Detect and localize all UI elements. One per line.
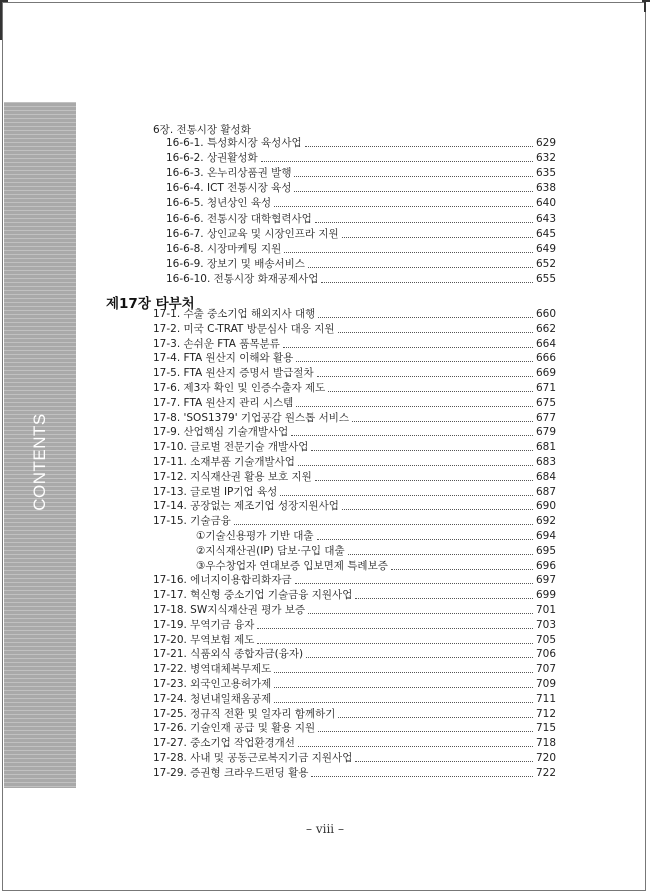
dot-leader <box>283 347 533 348</box>
toc-entry-title: 17-20. 무역보험 제도 <box>153 633 255 646</box>
toc-entry <box>153 602 556 617</box>
dot-leader <box>305 146 533 147</box>
dot-leader <box>274 687 533 688</box>
dot-leader <box>296 361 533 362</box>
toc-entry-page: 666 <box>535 352 556 365</box>
toc-entry-page: 701 <box>535 604 556 616</box>
toc-entry <box>153 587 556 602</box>
section-title: 6장. 전통시장 활성화 <box>153 124 251 136</box>
dot-leader <box>257 643 533 644</box>
dot-leader <box>317 539 533 540</box>
toc-entry-page: 640 <box>535 197 556 210</box>
toc-entry <box>166 256 556 271</box>
toc-entry <box>166 150 556 165</box>
toc-entry <box>153 321 556 336</box>
toc-entry-title: 16-6-4. ICT 전통시장 육성 <box>166 182 292 195</box>
toc-entry-page: 712 <box>535 707 556 720</box>
toc-entry <box>153 350 556 365</box>
toc-entry-title: 17-3. 손쉬운 FTA 품목분류 <box>153 337 280 350</box>
toc-entry-title: 16-6-10. 전통시장 화재공제사업 <box>166 272 319 285</box>
toc-entry <box>166 180 556 195</box>
crop-mark-top-left-vertical <box>0 0 2 40</box>
toc-entry-title: 16-6-1. 특성화시장 육성사업 <box>166 137 302 149</box>
toc-entry-page: 652 <box>535 257 556 270</box>
dot-leader <box>355 598 533 599</box>
dot-leader <box>274 702 533 703</box>
toc-entry-title: 17-1. 수출 중소기업 해외지사 대행 <box>153 308 316 320</box>
toc-entry <box>153 572 556 587</box>
toc-entry-title: 17-19. 무역기금 융자 <box>153 618 255 631</box>
toc-entry <box>153 691 556 706</box>
dot-leader <box>342 237 533 238</box>
toc-entry <box>166 226 556 241</box>
dot-leader <box>328 391 533 392</box>
toc-entry-title: 17-7. FTA 원산지 관리 시스템 <box>153 396 294 409</box>
dot-leader <box>308 613 533 614</box>
toc-entry-page: 669 <box>535 367 556 380</box>
toc-entry-title: 17-5. FTA 원산지 증명서 발급절차 <box>153 367 314 380</box>
dot-leader <box>311 450 533 451</box>
toc-entry-page: 683 <box>535 456 556 468</box>
dot-leader <box>298 746 533 747</box>
toc-entry <box>153 513 556 528</box>
toc-entry-page: 706 <box>535 648 556 661</box>
toc-entry-title: 17-9. 산업핵심 기술개발사업 <box>153 426 289 439</box>
toc-entry-title: 17-15. 기술금융 <box>153 515 231 528</box>
toc-entry <box>153 765 556 780</box>
dot-leader <box>284 252 533 253</box>
toc-entry <box>153 498 556 513</box>
toc-entry-page: 687 <box>535 485 556 498</box>
dot-leader <box>352 421 533 422</box>
toc-entry <box>153 706 556 721</box>
toc-entry-title: ①기술신용평가 기반 대출 <box>196 530 314 542</box>
dot-leader <box>306 657 533 658</box>
toc-entry <box>166 195 556 210</box>
toc-entry <box>153 720 556 735</box>
toc-entry-page: 697 <box>535 574 556 587</box>
toc-entry-page: 709 <box>535 678 556 690</box>
dot-leader <box>321 282 533 283</box>
toc-entry-title: 17-18. SW지식재산권 평가 보증 <box>153 604 306 616</box>
toc-entry-page: 720 <box>535 752 556 764</box>
toc-entry <box>153 439 556 454</box>
dot-leader <box>315 480 533 481</box>
dot-leader <box>317 376 533 377</box>
dot-leader <box>295 583 533 584</box>
toc-entry-page: 711 <box>535 692 556 705</box>
toc-entry <box>166 241 556 256</box>
toc-entry-title: 17-8. 'SOS1379' 기업공감 원스톱 서비스 <box>153 411 350 424</box>
toc-sub-entry <box>196 543 556 558</box>
toc-entry-title: 17-27. 중소기업 작업환경개선 <box>153 737 295 750</box>
toc-entry <box>153 646 556 661</box>
toc-entry <box>153 676 556 691</box>
toc-entry-title: 16-6-6. 전통시장 대학협력사업 <box>166 212 312 225</box>
toc-entry-page: 645 <box>535 227 556 240</box>
dot-leader <box>294 191 533 192</box>
dot-leader <box>318 317 533 318</box>
toc-entry-page: 679 <box>535 426 556 439</box>
crop-mark-top-right-vertical <box>644 0 646 12</box>
toc-entry <box>153 632 556 647</box>
toc-entry-page: 629 <box>535 137 556 149</box>
toc-sub-entry <box>196 558 556 573</box>
toc-entry-title: 16-6-3. 온누리상품권 발행 <box>166 167 292 180</box>
toc-entry-title: 16-6-8. 시장마케팅 지원 <box>166 242 282 255</box>
toc-entry <box>153 484 556 499</box>
toc-entry-title: ③우수창업자 연대보증 입보면제 특례보증 <box>196 559 388 572</box>
toc-entry-page: 684 <box>535 470 556 483</box>
dot-leader <box>318 731 533 732</box>
toc-entry-page: 632 <box>535 152 556 165</box>
toc-entry <box>153 424 556 439</box>
toc-entry-title: 16-6-7. 상인교육 및 시장인프라 지원 <box>166 227 339 240</box>
dot-leader <box>348 554 533 555</box>
page-number-footer: – viii – <box>306 822 344 836</box>
toc-entry-title: 16-6-5. 청년상인 육성 <box>166 197 272 210</box>
dot-leader <box>342 509 533 510</box>
toc-entry <box>153 380 556 395</box>
toc-entry-page: 649 <box>535 242 556 255</box>
toc-entry <box>166 211 556 226</box>
toc-entry-title: 17-12. 지식재산권 활용 보호 지원 <box>153 470 312 483</box>
toc-entry-title: 17-25. 정규직 전환 및 일자리 함께하기 <box>153 707 336 720</box>
toc-entry <box>153 336 556 351</box>
dot-leader <box>234 524 533 525</box>
toc-entry <box>153 306 556 321</box>
toc-entry <box>153 410 556 425</box>
dot-leader <box>274 672 533 673</box>
toc-entry-title: ②지식재산권(IP) 담보·구입 대출 <box>196 544 345 557</box>
toc-entry-title: 17-6. 제3자 확인 및 인증수출자 제도 <box>153 382 326 394</box>
dot-leader <box>291 435 533 436</box>
toc-entry-page: 696 <box>535 559 556 572</box>
toc-entry-title: 17-11. 소재부품 기술개발사업 <box>153 456 295 468</box>
dot-leader <box>280 495 533 496</box>
toc-entry-title: 17-14. 공장없는 제조기업 성장지원사업 <box>153 500 339 513</box>
toc-entry-title: 17-10. 글로벌 전문기술 개발사업 <box>153 441 309 454</box>
toc-entry <box>153 454 556 469</box>
toc-entry-page: 705 <box>535 633 556 646</box>
toc-entry-page: 690 <box>535 500 556 513</box>
toc-entry-title: 17-2. 미국 C-TRAT 방문심사 대응 지원 <box>153 322 335 335</box>
dot-leader <box>311 776 533 777</box>
toc-entry-title: 17-23. 외국인고용허가제 <box>153 678 272 690</box>
toc-entry-page: 699 <box>535 589 556 602</box>
dot-leader <box>315 222 533 223</box>
toc-entry-page: 715 <box>535 722 556 735</box>
toc-entry-title: 17-21. 식품외식 종합자금(융자) <box>153 648 304 661</box>
dot-leader <box>261 161 533 162</box>
toc-entry-title: 17-4. FTA 원산지 이해와 활용 <box>153 352 294 365</box>
contents-side-label: CONTENTS <box>30 413 49 511</box>
toc-entry-page: 703 <box>535 618 556 631</box>
chapter-title: 제17장 타부처 <box>106 296 195 312</box>
toc-entry-page: 695 <box>535 544 556 557</box>
toc-entry-title: 17-17. 혁신형 중소기업 기술금융 지원사업 <box>153 589 353 602</box>
toc-entry-page: 664 <box>535 337 556 350</box>
toc-entry <box>153 617 556 632</box>
toc-entry-page: 671 <box>535 382 556 394</box>
toc-entry-title: 17-28. 사내 및 공동근로복지기금 지원사업 <box>153 752 353 764</box>
dot-leader <box>338 332 533 333</box>
toc-entry <box>153 365 556 380</box>
dot-leader <box>338 717 533 718</box>
toc-entry-page: 662 <box>535 322 556 335</box>
toc-entry-page: 643 <box>535 212 556 225</box>
toc-entry <box>166 271 556 286</box>
toc-entry-page: 722 <box>535 766 556 779</box>
dot-leader <box>257 628 533 629</box>
toc-entry-page: 638 <box>535 182 556 195</box>
toc-entry-page: 707 <box>535 663 556 676</box>
toc-entry <box>153 750 556 765</box>
toc-entry-page: 635 <box>535 167 556 180</box>
dot-leader <box>355 761 533 762</box>
toc-entry <box>166 165 556 180</box>
dot-leader <box>308 267 533 268</box>
toc-entry-page: 718 <box>535 737 556 750</box>
dot-leader <box>391 569 533 570</box>
toc-sub-entry <box>196 528 556 543</box>
dot-leader <box>294 176 532 177</box>
toc-entry-title: 17-26. 기술인재 공급 및 활용 지원 <box>153 722 316 735</box>
toc-entry-title: 17-29. 증권형 크라우드펀딩 활용 <box>153 766 309 779</box>
dot-leader <box>274 206 533 207</box>
toc-entry-page: 677 <box>535 411 556 424</box>
toc-entry <box>153 469 556 484</box>
toc-entry-title: 16-6-2. 상권활성화 <box>166 152 258 165</box>
toc-entry-title: 17-22. 병역대체복무제도 <box>153 663 272 676</box>
toc-entry-title: 17-16. 에너지이용합리화자금 <box>153 574 292 587</box>
toc-entry-page: 675 <box>535 396 556 409</box>
toc-entry <box>153 395 556 410</box>
toc-entry-page: 694 <box>535 530 556 542</box>
dot-leader <box>296 406 533 407</box>
toc-entry-page: 681 <box>535 441 556 454</box>
toc-entry-page: 692 <box>535 515 556 528</box>
toc-entry <box>153 661 556 676</box>
toc-entry-title: 17-24. 청년내일채움공제 <box>153 692 272 705</box>
toc-entry-title: 16-6-9. 장보기 및 배송서비스 <box>166 257 305 270</box>
toc-entry <box>166 135 556 150</box>
dot-leader <box>298 465 533 466</box>
toc-entry-title: 17-13. 글로벌 IP기업 육성 <box>153 485 278 498</box>
toc-entry-page: 660 <box>535 308 556 320</box>
toc-entry <box>153 735 556 750</box>
toc-entry-page: 655 <box>535 272 556 285</box>
